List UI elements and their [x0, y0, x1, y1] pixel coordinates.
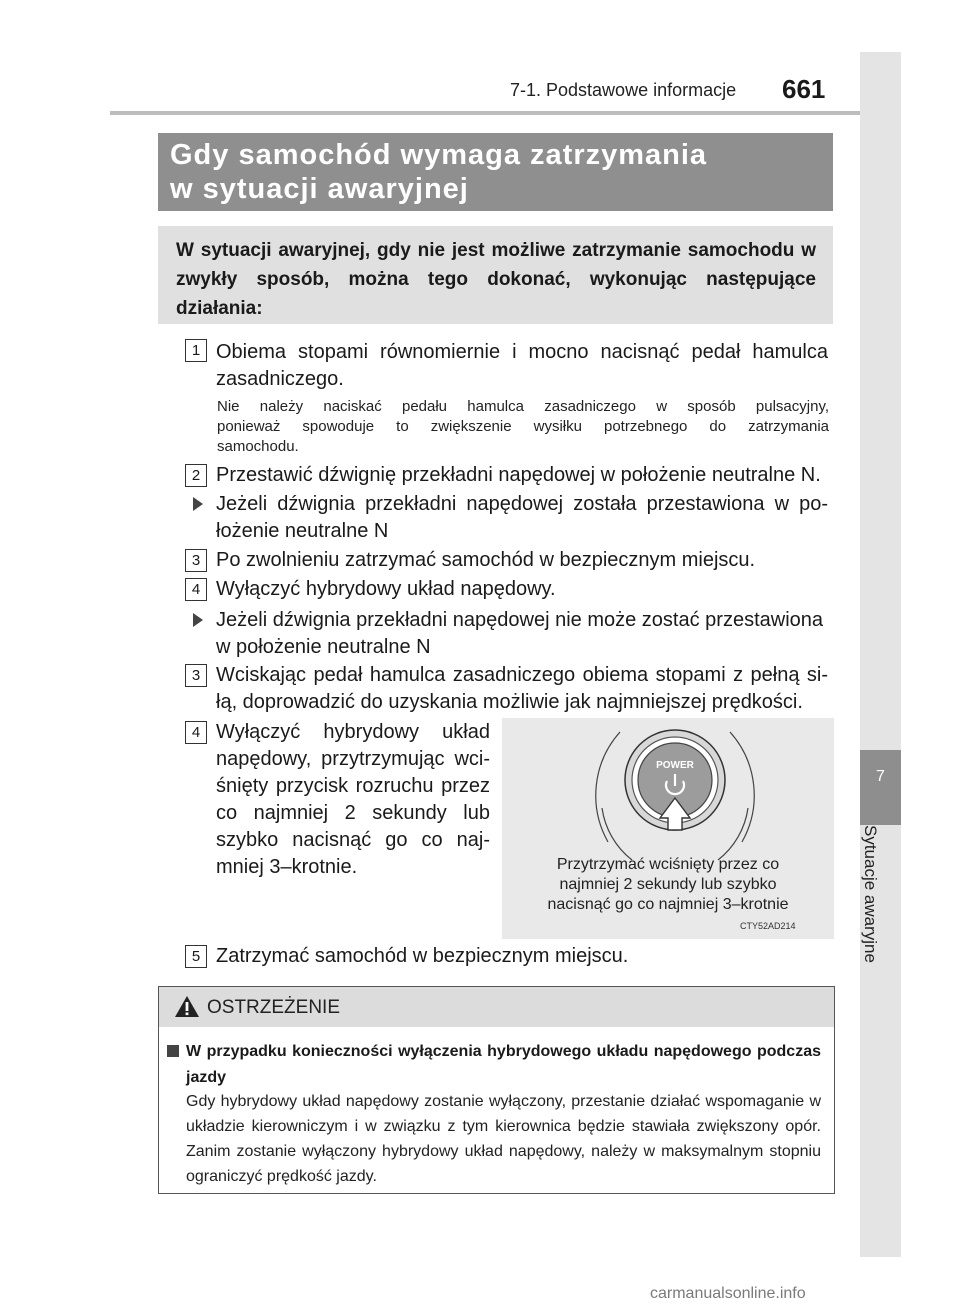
warning-title: OSTRZEŻENIE: [207, 997, 341, 1018]
note-text: samochodu.: [217, 438, 299, 455]
step-number: 1: [185, 339, 207, 362]
warning-heading: W przypadku konieczności wyłączenia hybrydowego układu napędowego podczas jazdy: [186, 1043, 821, 1086]
step-text: Przestawić dźwignię przekładni napędowej w położenie neutralne N.: [216, 464, 821, 486]
header-rule: [110, 111, 860, 115]
page-title: [170, 138, 830, 206]
step-text: zasadniczego.: [216, 368, 344, 390]
step-text: łą, doprowadzić do uzyskania możliwie jak najmniejszej prędkości.: [216, 691, 803, 713]
step-number: 5: [185, 945, 207, 968]
page-title-line1: Gdy samochód wymaga zatrzymania: [170, 139, 708, 171]
case-text: w położenie neutralne N: [216, 636, 431, 658]
step-number: 4: [185, 578, 207, 601]
chapter-title-text: Sytuacje awaryjne: [861, 825, 880, 963]
step-text: szybko nacisnąć go co naj-: [216, 829, 490, 851]
caption-line: nacisnąć go co najmniej 3–krotnie: [547, 896, 789, 913]
intro-text: W sytuacji awaryjnej, gdy nie jest możliwe zatrzymanie samochodu w zwykły sposób, można tego dokonać, wykonując następujące działania:: [176, 240, 816, 319]
bullet-square-icon: [167, 1045, 179, 1057]
figure-code: CTY52AD214: [740, 921, 796, 931]
step-number: 2: [185, 464, 207, 487]
section-title: 7-1. Podstawowe informacje: [510, 80, 737, 100]
step-text: napędowy, przytrzymując wci-: [216, 748, 490, 770]
case-text: łożenie neutralne N: [216, 520, 389, 542]
step-number: 3: [185, 549, 207, 572]
note-text: Nie należy naciskać pedału hamulca zasadniczego w sposób pulsacyjny,: [217, 398, 829, 415]
caption-line: najmniej 2 sekundy lub szybko: [559, 876, 777, 893]
step-text: Wciskając pedał hamulca zasadniczego obiema stopami z pełną si-: [216, 664, 828, 686]
step-text: Wyłączyć hybrydowy układ: [216, 721, 490, 743]
step-text: Po zwolnieniu zatrzymać samochód w bezpiecznym miejscu.: [216, 549, 756, 571]
case-text: Jeżeli dźwignia przekładni napędowej została przestawiona w po-: [216, 493, 828, 515]
step-number: 4: [185, 721, 207, 744]
note-text: ponieważ spowoduje to zwiększenie wysiłku potrzebnego do zatrzymania: [217, 418, 829, 435]
watermark: carmanualsonline.info: [650, 1285, 806, 1302]
power-button-label: POWER: [656, 760, 694, 771]
warning-body: Gdy hybrydowy układ napędowy zostanie wyłączony, przestanie działać wspomaganie w układzie kierowniczym i w związku z tym kierownica będzie stawiała zwiększony opór. Zanim zostanie wyłączony hybrydowy układ napędowy, należy w maksymalnym stopniu ograniczyć prędkość jazdy.: [186, 1093, 821, 1185]
step-text: śnięty przycisk rozruchu przez: [216, 775, 490, 797]
side-column: [860, 52, 901, 1257]
arrow-icon: [193, 497, 203, 511]
warning-icon: [174, 995, 200, 1018]
step-text: Zatrzymać samochód w bezpiecznym miejscu.: [216, 945, 629, 967]
caption-line: Przytrzymać wciśnięty przez co: [556, 856, 780, 873]
figure-caption: [510, 855, 826, 915]
step-text: co najmniej 2 sekundy lub: [216, 802, 490, 824]
arrow-icon: [193, 613, 203, 627]
step-number: 3: [185, 664, 207, 687]
step-text: mniej 3–krotnie.: [216, 856, 358, 878]
step-text: Wyłączyć hybrydowy układ napędowy.: [216, 578, 556, 600]
page-number: 661: [782, 74, 826, 104]
case-text: Jeżeli dźwignia przekładni napędowej nie może zostać przestawiona: [216, 609, 824, 631]
step-text: Obiema stopami równomiernie i mocno nacisnąć pedał hamulca: [216, 341, 828, 363]
chapter-tab: [860, 750, 901, 825]
chapter-number: 7: [876, 768, 885, 785]
page-title-line2: w sytuacji awaryjnej: [170, 173, 469, 205]
